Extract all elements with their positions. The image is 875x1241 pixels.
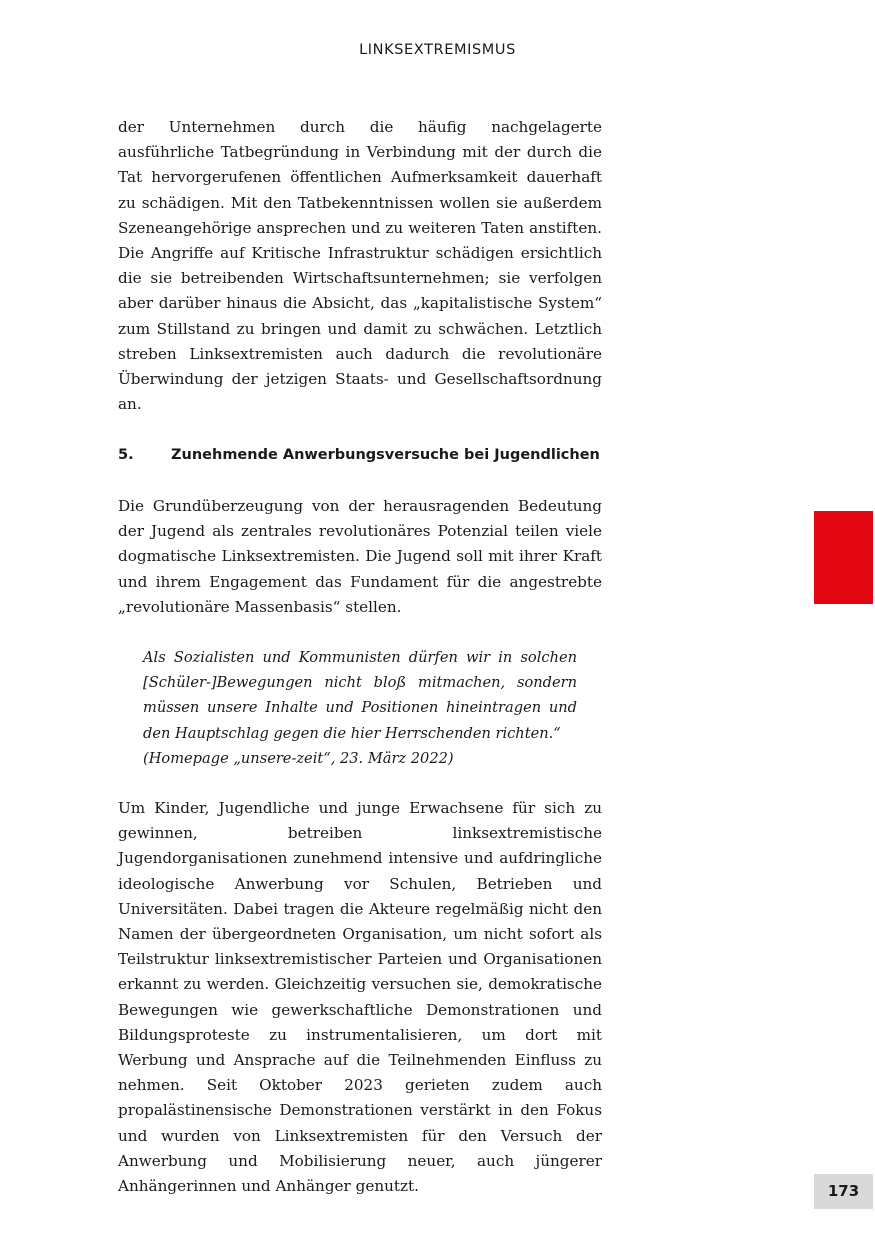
block-quote: Als Sozialisten und Kommunisten dürfen wir in solchen [Schüler-]Bewegungen nicht bloß mitmachen, sondern müssen unsere Inhalte und Positionen hineintragen und den Hauptschlag gegen die hier Herrschenden richten.“	[143, 649, 577, 742]
body-paragraph: Die Grundüberzeugung von der herausragenden Bedeutung der Jugend als zentrales revolutionäres Potenzial teilen viele dogmatische Linksextremisten. Die Jugend soll mit ihrer Kraft und ihrem Engagement das Fundament für die angestrebte „revolutionäre Massenbasis“ stellen.	[118, 497, 602, 616]
running-header: LINKSEXTREMISMUS	[359, 42, 516, 58]
section-heading	[118, 444, 602, 466]
chapter-thumb-tab	[814, 511, 873, 604]
page-number: 173	[814, 1174, 873, 1209]
section-title: Zunehmende Anwerbungsversuche bei Jugendlichen	[171, 447, 600, 463]
body-paragraph: der Unternehmen durch die häufig nachgelagerte ausführliche Tatbegründung in Verbindung mit der durch die Tat hervorgerufenen öffentlichen Aufmerksamkeit dauerhaft zu schädigen. Mit den Tatbekenntnissen wollen sie außerdem Szeneangehörige ansprechen und zu weiteren Taten anstiften. Die Angriffe auf Kritische Infrastruktur schädigen ersichtlich die sie betreibenden Wirtschaftsunternehmen; sie verfolgen aber darüber hinaus die Absicht, das „kapitalistische System“ zum Stillstand zu bringen und damit zu schwächen. Letztlich streben Linksextremisten auch dadurch die revolutionäre Überwindung der jetzigen Staats- und Gesellschaftsordnung an.	[118, 118, 602, 414]
quote-source: (Homepage „unsere-zeit“, 23. März 2022)	[143, 750, 454, 767]
section-number: 5.	[118, 447, 134, 463]
body-paragraph: Um Kinder, Jugendliche und junge Erwachsene für sich zu gewinnen, betreiben linksextremistische Jugendorganisationen zunehmend intensive und aufdringliche ideologische Anwerbung vor Schulen, Betrieben und Universitäten. Dabei tragen die Akteure regelmäßig nicht den Namen der übergeordneten Organisation, um nicht sofort als Teilstruktur linksextremistischer Parteien und Organisationen erkannt zu werden. Gleichzeitig versuchen sie, demokratische Bewegungen wie gewerkschaftliche Demonstrationen und Bildungsproteste zu instrumentalisieren, um dort mit Werbung und Ansprache auf die Teilnehmenden Einfluss zu nehmen. Seit Oktober 2023 gerieten zudem auch propalästinensische Demonstrationen verstärkt in den Fokus und wurden von Linksextremisten für den Versuch der Anwerbung und Mobilisierung neuer, auch jüngerer Anhängerinnen und Anhänger genutzt.	[118, 799, 602, 1196]
